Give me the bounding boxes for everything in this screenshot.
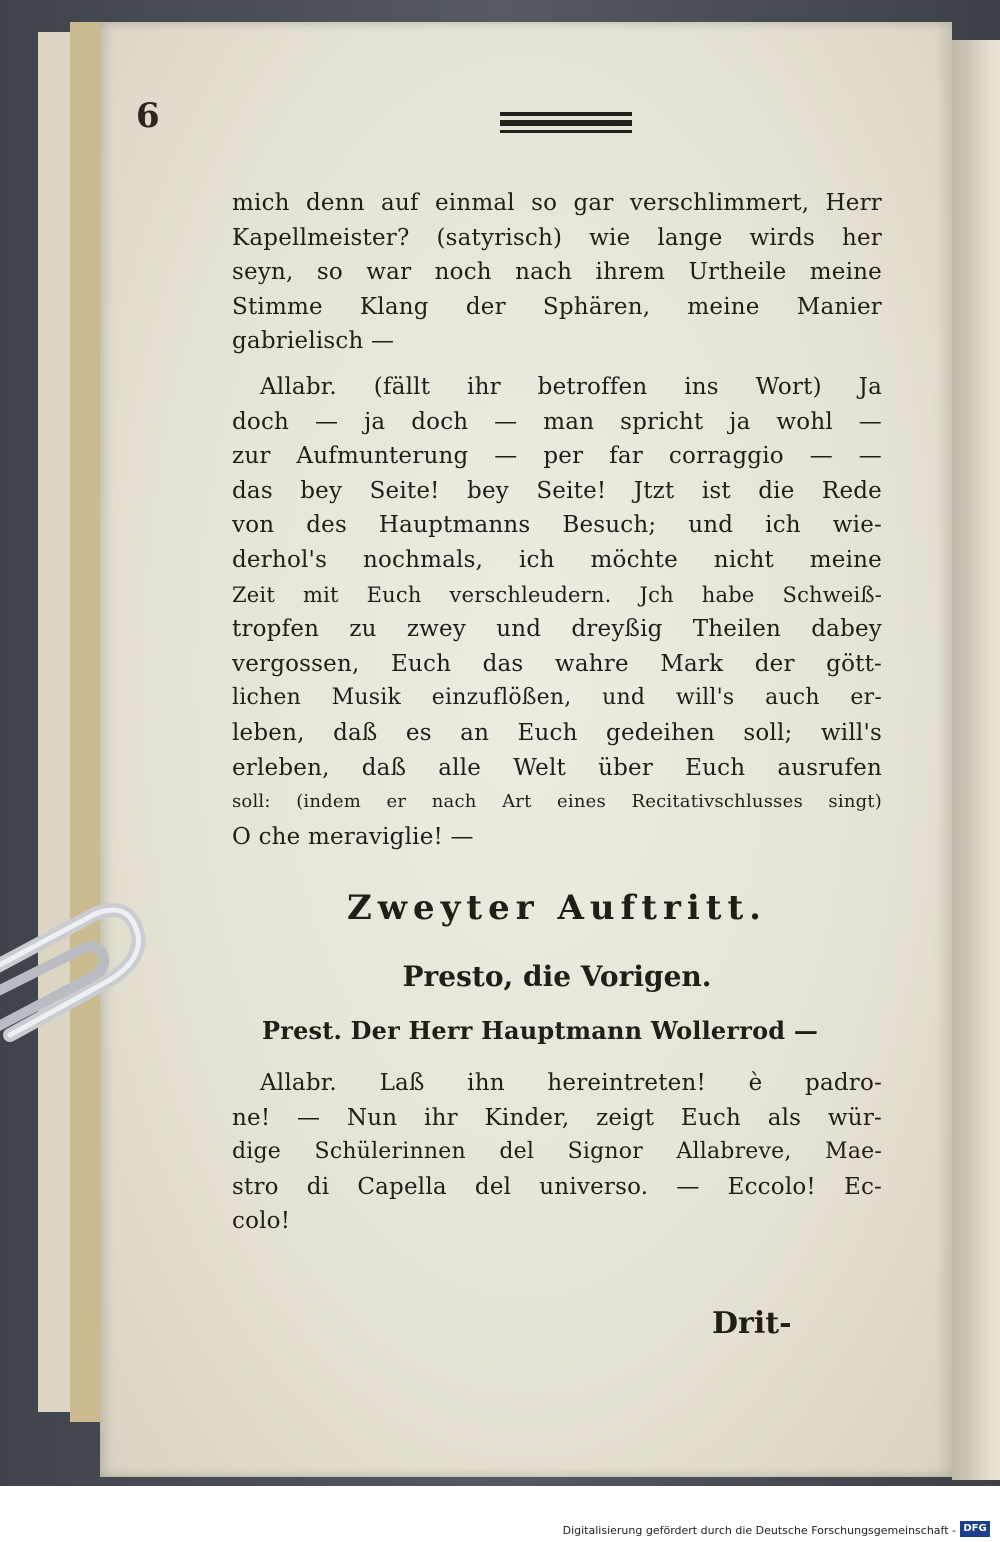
scene-cast: Presto, die Vorigen. [402,960,712,993]
paragraph-2 [232,370,882,854]
stage-direction-line: soll: (indem er nach Art eines Recitativschlusses singt) [232,791,882,813]
text-line: stro di Capella del universo. — Eccolo! Ec- [232,1173,882,1200]
text-line: das bey Seite! bey Seite! Jtzt ist die Rede [232,477,882,504]
text-line: vergossen, Euch das wahre Mark der gött- [232,650,882,677]
text-line: Zeit mit Euch verschleudern. Jch habe Schweiß- [232,582,882,607]
paragraph-3 [232,1066,882,1239]
dfg-logo: DFG [960,1521,990,1537]
text-line: erleben, daß alle Welt über Euch ausrufen [232,754,882,781]
text-line: Prest. Der Herr Hauptmann Wollerrod — [262,1016,819,1045]
page-number: 6 [136,96,160,136]
text-line: doch — ja doch — man spricht ja wohl — [232,408,882,435]
text-line: gabrielisch — [232,328,395,355]
paper-clip-icon [0,900,150,1120]
text-line: mich denn auf einmal so gar verschlimmert, Herr [232,190,882,216]
scene-heading: Zweyter Auftritt. [346,888,768,928]
speaker-line: Allabr. (fällt ihr betroffen ins Wort) Ja [260,374,882,400]
text-line: lichen Musik einzuflößen, und will's auch er- [232,685,882,711]
text-line: leben, daß es an Euch gedeihen soll; will's [232,719,882,746]
text-line: colo! [232,1208,291,1235]
text-line: zur Aufmunterung — per far corraggio — — [232,443,882,470]
text-line: ne! — Nun ihr Kinder, zeigt Euch als wür- [232,1104,882,1131]
footer-credit: Digitalisierung gefördert durch die Deutsche Forschungsgemeinschaft - [562,1524,956,1537]
text-line: tropfen zu zwey und dreyßig Theilen dabey [232,616,882,643]
paragraph-1 [232,186,882,359]
text-line: Stimme Klang der Sphären, meine Manier [232,293,882,320]
text-line: O che meraviglie! — [232,823,474,850]
facing-page-edge [952,40,1000,1480]
scene-opening-line [232,1014,882,1049]
text-line: dige Schülerinnen del Signor Allabreve, Mae- [232,1139,882,1165]
header-rule [500,112,632,136]
text-line: von des Hauptmanns Besuch; und ich wie- [232,512,882,539]
text-line: derhol's nochmals, ich möchte nicht meine [232,546,882,573]
catchword: Drit- [712,1306,792,1341]
text-line: seyn, so war noch nach ihrem Urtheile meine [232,259,882,286]
speaker-line: Allabr. Laß ihn hereintreten! è padro- [260,1070,882,1096]
text-line: Kapellmeister? (satyrisch) wie lange wirds her [232,224,882,251]
